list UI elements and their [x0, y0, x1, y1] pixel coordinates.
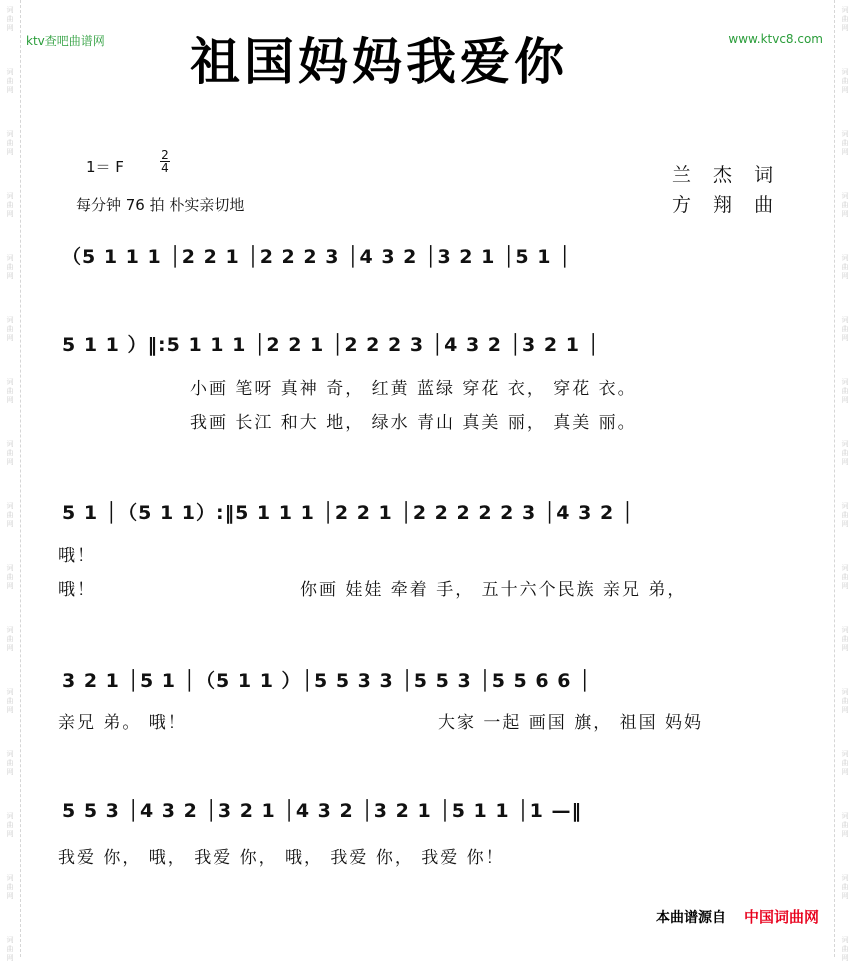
side-watermark-glyphs: 词 曲 网 — [6, 6, 14, 32]
side-watermark-glyphs: 词 曲 网 — [6, 192, 14, 218]
side-watermark-glyphs: 词 曲 网 — [841, 812, 849, 838]
source-footer — [656, 906, 819, 927]
side-watermark-glyphs: 词 曲 网 — [841, 502, 849, 528]
side-watermark-glyphs: 词 曲 网 — [6, 68, 14, 94]
song-title: 祖国妈妈我爱你 — [190, 33, 568, 91]
score-line-1-notes: （5 1 1 1 │2 2 1 │2 2 2 3 │4 3 2 │3 2 1 │5 1 │ — [62, 246, 572, 268]
side-watermark-glyphs: 词 曲 网 — [6, 130, 14, 156]
side-watermark-glyphs: 词 曲 网 — [841, 750, 849, 776]
score-line-2-lyrics-verse2: 我画 长江 和大 地， 绿水 青山 真美 丽， 真美 丽。 — [190, 413, 637, 433]
score-line-5-lyrics: 我爱 你， 哦， 我爱 你， 哦， 我爱 你， 我爱 你！ — [58, 848, 505, 868]
source-label: 本曲谱源自 — [655, 910, 726, 926]
side-watermark-glyphs: 词 曲 网 — [6, 564, 14, 590]
score-line-2-notes: 5 1 1 ）‖:5 1 1 1 │2 2 1 │2 2 2 3 │4 3 2 │3 2 1 │ — [62, 334, 600, 356]
side-watermark-glyphs: 词 曲 网 — [841, 192, 849, 218]
side-watermark-glyphs: 词 曲 网 — [6, 316, 14, 342]
side-watermark-glyphs: 词 曲 网 — [6, 378, 14, 404]
side-watermark-glyphs: 词 曲 网 — [6, 874, 14, 900]
score-line-3-lyrics-verse3: 你画 娃娃 牵着 手， 五十六个民族 亲兄 弟， — [300, 580, 687, 600]
time-signature — [160, 149, 170, 174]
side-watermark-glyphs: 词 曲 网 — [841, 130, 849, 156]
source-site-link[interactable]: 中国词曲网 — [743, 908, 819, 926]
side-watermark-glyphs: 词 曲 网 — [841, 254, 849, 280]
time-signature-top: 2 — [161, 148, 169, 162]
watermark-site-right: www.ktvc8.com — [728, 32, 823, 46]
side-watermark-glyphs: 词 曲 网 — [6, 688, 14, 714]
score-line-3-notes: 5 1 │（5 1 1）:‖5 1 1 1 │2 2 1 │2 2 2 2 2 3 │4 3 2 │ — [62, 502, 635, 524]
left-watermark-strip — [0, 0, 21, 962]
side-watermark-glyphs: 词 曲 网 — [841, 6, 849, 32]
score-line-3-lyrics-verse2: 哦！ — [58, 580, 96, 600]
score-line-5-notes: 5 5 3 │4 3 2 │3 2 1 │4 3 2 │3 2 1 │5 1 1 │1 —‖ — [62, 800, 582, 822]
side-watermark-glyphs: 词 曲 网 — [841, 564, 849, 590]
score-line-3-lyrics-verse1: 哦！ — [58, 546, 96, 566]
side-watermark-glyphs: 词 曲 网 — [6, 750, 14, 776]
side-watermark-glyphs: 词 曲 网 — [6, 502, 14, 528]
side-watermark-glyphs: 词 曲 网 — [841, 626, 849, 652]
key-signature: 1＝ F — [86, 158, 124, 176]
score-line-2-lyrics-verse1: 小画 笔呀 真神 奇， 红黄 蓝绿 穿花 衣， 穿花 衣。 — [190, 379, 637, 399]
score-line-4-lyrics-b: 大家 一起 画国 旗， 祖国 妈妈 — [438, 713, 704, 733]
side-watermark-glyphs: 词 曲 网 — [841, 440, 849, 466]
side-watermark-glyphs: 词 曲 网 — [841, 68, 849, 94]
side-watermark-glyphs: 词 曲 网 — [841, 874, 849, 900]
watermark-site-left: ktv查吧曲谱网 — [26, 34, 105, 48]
side-watermark-glyphs: 词 曲 网 — [6, 254, 14, 280]
side-watermark-glyphs: 词 曲 网 — [841, 316, 849, 342]
side-watermark-glyphs: 词 曲 网 — [841, 936, 849, 962]
tempo-marking: 每分钟 76 拍 朴实亲切地 — [76, 196, 245, 214]
side-watermark-glyphs: 词 曲 网 — [6, 812, 14, 838]
composer-credit: 方 翔 曲 — [672, 194, 782, 216]
score-line-4-lyrics: 亲兄 弟。 哦！ — [58, 713, 187, 733]
side-watermark-glyphs: 词 曲 网 — [841, 378, 849, 404]
side-watermark-glyphs: 词 曲 网 — [841, 688, 849, 714]
side-watermark-glyphs: 词 曲 网 — [6, 936, 14, 962]
side-watermark-glyphs: 词 曲 网 — [6, 626, 14, 652]
score-line-4-notes: 3 2 1 │5 1 │（5 1 1 ）│5 5 3 3 │5 5 3 │5 5 6 6 │ — [62, 670, 592, 692]
lyricist-credit: 兰 杰 词 — [672, 164, 782, 186]
time-signature-bottom: 4 — [161, 161, 169, 175]
right-watermark-strip — [834, 0, 855, 962]
side-watermark-glyphs: 词 曲 网 — [6, 440, 14, 466]
